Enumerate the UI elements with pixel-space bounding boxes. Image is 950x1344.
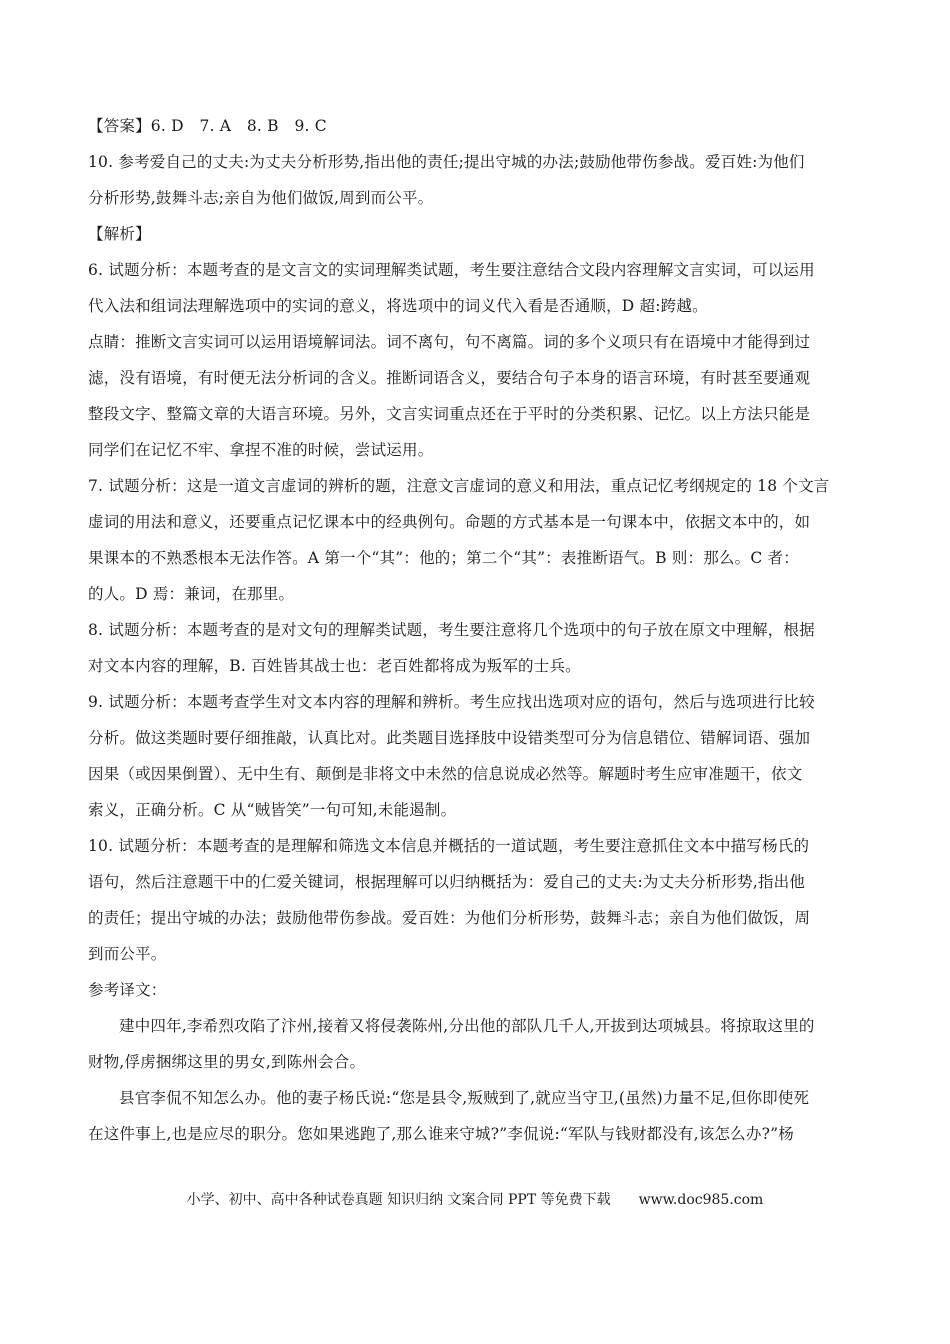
answer-10-line-2: 分析形势,鼓舞斗志;亲自为他们做饭,周到而公平。 xyxy=(88,189,434,207)
q7-analysis-line-3: 果课本的不熟悉根本无法作答。A 第一个“其”：他的；第二个“其”：表推断语气。B 则：那么。C 者： xyxy=(88,549,799,567)
q9-analysis-line-4: 索义，正确分析。C 从“贼皆笑”一句可知,未能遏制。 xyxy=(88,801,457,819)
answer-10-line-1: 10. 参考爱自己的丈夫:为丈夫分析形势,指出他的责任;提出守城的办法;鼓励他带伤参战。爱百姓:为他们 xyxy=(88,153,805,171)
q9-analysis-line-2: 分析。做这类题时要仔细推敲，认真比对。此类题目选择肢中设错类型可分为信息错位、错解词语、强加 xyxy=(88,729,811,747)
tip-line-1: 点睛：推断文言实词可以运用语境解词法。词不离句，句不离篇。词的多个义项只有在语境中才能得到过 xyxy=(88,333,811,351)
q10-analysis-line-1: 10. 试题分析：本题考查的是理解和筛选文本信息并概括的一道试题，考生要注意抓住文本中描写杨氏的 xyxy=(88,837,810,855)
tip-line-3: 整段文字、整篇文章的大语言环境。另外，文言实词重点还在于平时的分类积累、记忆。以上方法只能是 xyxy=(88,405,811,423)
translation-heading: 参考译文： xyxy=(88,981,167,999)
translation-para-1-line-2: 财物,俘虏捆绑这里的男女,到陈州会合。 xyxy=(88,1053,366,1071)
page-footer xyxy=(0,1190,950,1210)
q10-analysis-line-2: 语句，然后注意题干中的仁爱关键词，根据理解可以归纳概括为：爱自己的丈夫:为丈夫分析形势,指出他 xyxy=(88,873,806,891)
q9-analysis-line-1: 9. 试题分析：本题考查学生对文本内容的理解和辨析。考生应找出选项对应的语句，然后与选项进行比较 xyxy=(88,693,815,711)
q10-analysis-line-4: 到而公平。 xyxy=(88,945,167,963)
q7-analysis-line-4: 的人。D 焉：兼词，在那里。 xyxy=(88,585,295,603)
q10-analysis-line-3: 的责任；提出守城的办法；鼓励他带伤参战。爱百姓：为他们分析形势，鼓舞斗志；亲自为他们做饭，周 xyxy=(88,909,811,927)
document-body xyxy=(88,108,858,1152)
footer-text: 小学、初中、高中各种试卷真题 知识归纳 文案合同 PPT 等免费下载 xyxy=(186,1192,611,1208)
q7-analysis-line-1: 7. 试题分析：这是一道文言虚词的辨析的题，注意文言虚词的意义和用法，重点记忆考纲规定的 18 个文言 xyxy=(88,477,830,495)
analysis-heading: 【解析】 xyxy=(88,225,151,243)
answer-line: 【答案】6. D 7. A 8. B 9. C xyxy=(88,117,327,135)
q6-analysis-line-1: 6. 试题分析：本题考查的是文言文的实词理解类试题，考生要注意结合文段内容理解文言实词，可以运用 xyxy=(88,261,815,279)
tip-line-2: 滤，没有语境，有时便无法分析词的含义。推断词语含义，要结合句子本身的语言环境，有时甚至要通观 xyxy=(88,369,811,387)
translation-para-2-line-1: 县官李侃不知怎么办。他的妻子杨氏说:“您是县令,叛贼到了,就应当守卫,(虽然)力量不足,但你即使死 xyxy=(119,1089,810,1107)
translation-para-1-line-1: 建中四年,李希烈攻陷了汴州,接着又将侵袭陈州,分出他的部队几千人,开拔到达项城县。将掠取这里的 xyxy=(119,1017,815,1035)
q8-analysis-line-1: 8. 试题分析：本题考查的是对文句的理解类试题，考生要注意将几个选项中的句子放在原文中理解，根据 xyxy=(88,621,815,639)
footer-site-link[interactable]: www.doc985.com xyxy=(638,1192,764,1208)
q8-analysis-line-2: 对文本内容的理解，B. 百姓皆其战士也：老百姓都将成为叛军的士兵。 xyxy=(88,657,581,675)
q9-analysis-line-3: 因果（或因果倒置）、无中生有、颠倒是非将文中未然的信息说成必然等。解题时考生应审准题干，依文 xyxy=(88,765,803,783)
tip-line-4: 同学们在记忆不牢、拿捏不准的时候，尝试运用。 xyxy=(88,441,434,459)
translation-para-2-line-2: 在这件事上,也是应尽的职分。您如果逃跑了,那么谁来守城?”李侃说:“军队与钱财都没有,该怎么办?”杨 xyxy=(88,1125,794,1143)
q6-analysis-line-2: 代入法和组词法理解选项中的实词的意义，将选项中的词义代入看是否通顺，D 超:跨越。 xyxy=(88,297,708,315)
q7-analysis-line-2: 虚词的用法和意义，还要重点记忆课本中的经典例句。命题的方式基本是一句课本中，依据文本中的，如 xyxy=(88,513,811,531)
